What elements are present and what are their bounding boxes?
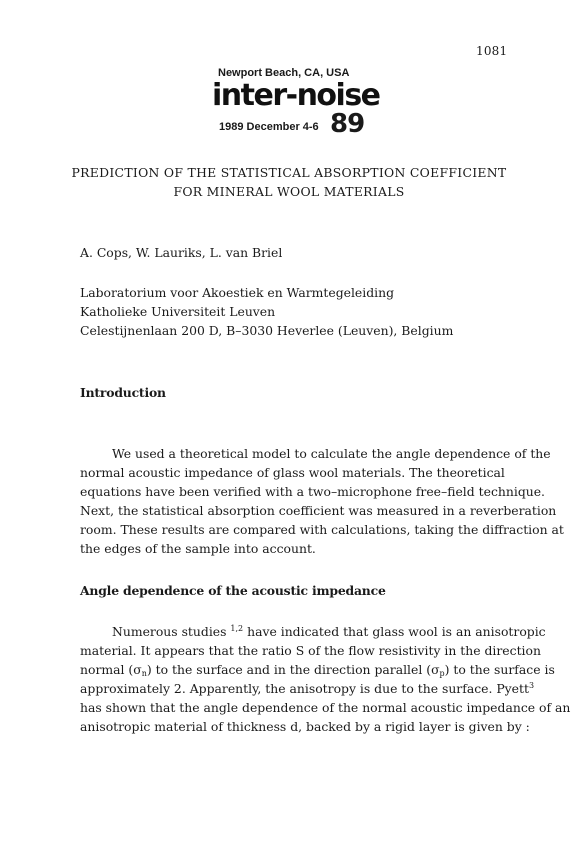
paragraph-line: normal acoustic impedance of glass wool materials. The theoretical — [80, 465, 505, 480]
text-run: normal (σ — [80, 662, 142, 677]
paragraph-line: Next, the statistical absorption coefficient was measured in a reverberation — [80, 503, 557, 518]
paragraph-line — [80, 679, 535, 698]
text-run: Numerous studies — [112, 624, 231, 639]
conference-year: 89 — [330, 109, 365, 139]
paragraph-line: material. It appears that the ratio S of the flow resistivity in the direction — [80, 643, 541, 658]
section-heading-angle-dependence: Angle dependence of the acoustic impedance — [80, 583, 386, 598]
conference-logo: inter-noise — [212, 78, 380, 113]
text-run: ) to the surface is — [444, 662, 555, 677]
text-run: approximately 2. Apparently, the anisotropy is due to the surface. Pyett — [80, 681, 529, 696]
paragraph-line — [80, 660, 555, 679]
section-heading-introduction: Introduction — [80, 385, 166, 400]
paragraph-line: the edges of the sample into account. — [80, 541, 316, 556]
paragraph-line: anisotropic material of thickness d, backed by a rigid layer is given by : — [80, 719, 530, 734]
angle-dependence-paragraph — [80, 622, 571, 736]
paragraph-line: room. These results are compared with calculations, taking the diffraction at — [80, 522, 564, 537]
conference-dates: 1989 December 4-6 — [219, 121, 319, 133]
subscript: n — [141, 669, 147, 678]
conference-location: Newport Beach, CA, USA — [218, 67, 350, 79]
paper-title-line-1: PREDICTION OF THE STATISTICAL ABSORPTION COEFFICIENT — [71, 165, 507, 180]
affiliation-line-2: Katholieke Universiteit Leuven — [80, 304, 276, 319]
citation-superscript: 1,2 — [230, 624, 244, 633]
text-run: ) to the surface and in the direction parallel (σ — [146, 662, 440, 677]
page-number: 1081 — [476, 44, 508, 58]
paragraph-line: has shown that the angle dependence of the normal acoustic impedance of an — [80, 700, 571, 715]
paragraph-line: equations have been verified with a two–microphone free–field technique. — [80, 484, 545, 499]
citation-superscript: 3 — [528, 681, 535, 690]
affiliation-line-3: Celestijnenlaan 200 D, B–3030 Heverlee (Leuven), Belgium — [80, 323, 454, 338]
text-run: have indicated that glass wool is an anisotropic — [243, 624, 546, 639]
authors: A. Cops, W. Lauriks, L. van Briel — [80, 245, 283, 260]
paragraph-line: We used a theoretical model to calculate the angle dependence of the — [112, 446, 551, 461]
paper-title-line-2: FOR MINERAL WOOL MATERIALS — [173, 184, 405, 199]
subscript: p — [439, 669, 445, 678]
affiliation-line-1: Laboratorium voor Akoestiek en Warmtegeleiding — [80, 285, 395, 300]
paragraph-line — [80, 622, 546, 641]
introduction-paragraph — [80, 444, 564, 558]
